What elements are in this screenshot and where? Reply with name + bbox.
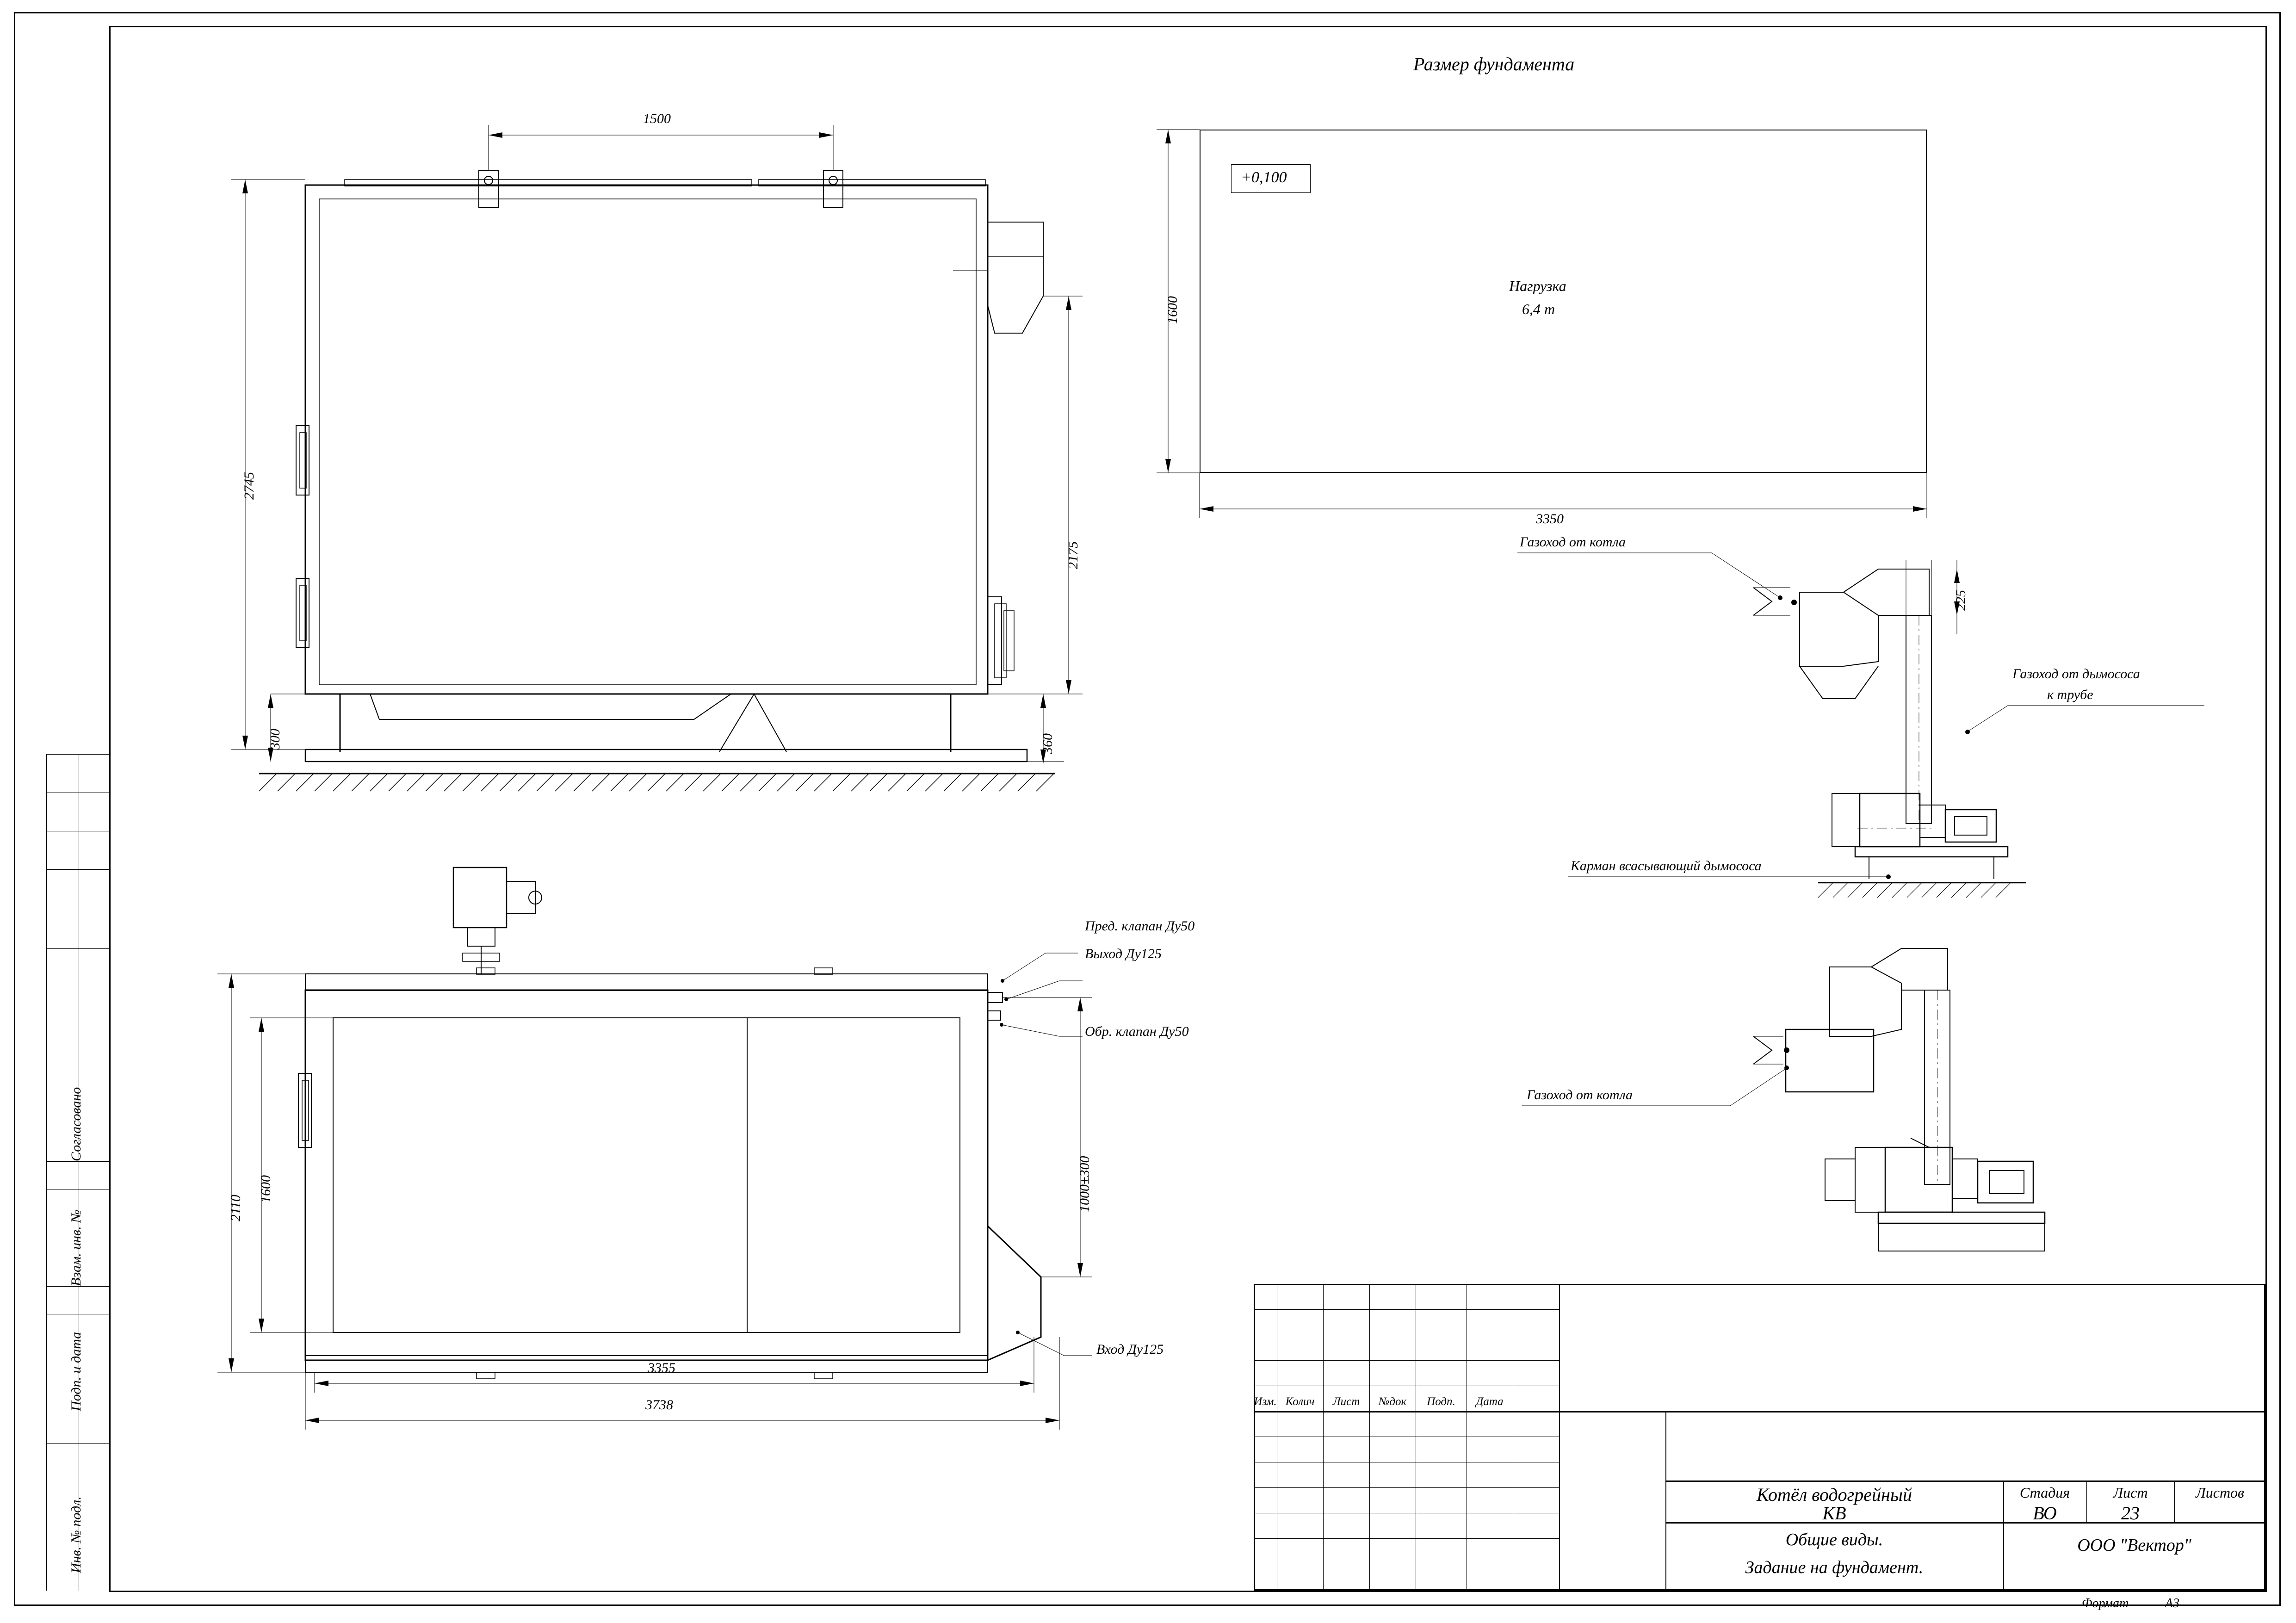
- tb-row-7: [1254, 1487, 1559, 1488]
- tb-sheet-header: Лист: [2113, 1484, 2148, 1501]
- tb-stage-value: ВО: [2033, 1503, 2057, 1524]
- callout-safety-valve: Пред. клапан Ду50: [1085, 918, 1195, 934]
- front-dim-300: 300: [267, 729, 283, 750]
- tb-object-line1: Котёл водогрейный: [1757, 1484, 1912, 1505]
- tb-row-3: [1254, 1360, 1559, 1361]
- tb-left: [1254, 1284, 1255, 1591]
- tb-header-izm: Изм.: [1254, 1395, 1277, 1408]
- tb-row-9: [1254, 1538, 1559, 1539]
- tb-sheets-value: [2174, 1503, 2265, 1524]
- tb-header-kolich: Колич: [1285, 1395, 1315, 1408]
- tb-col-g: [1559, 1284, 1560, 1591]
- margin-label-soglasovano: Согласовано: [68, 1087, 84, 1161]
- callout-check-valve: Обр. клапан Ду50: [1085, 1024, 1189, 1039]
- margin-label-vzam-inv: Взам. инв. №: [68, 1209, 84, 1286]
- foundation-load-value: 6,4 т: [1522, 301, 1555, 317]
- callout-inlet-du125: Вход Ду125: [1096, 1342, 1164, 1357]
- tb-header-data: Дата: [1476, 1395, 1504, 1408]
- top-dim-1000-300: 1000±300: [1077, 1156, 1092, 1212]
- front-dim-360: 360: [1040, 733, 1055, 754]
- top-dim-2110: 2110: [228, 1195, 243, 1221]
- tb-object-line2: КВ: [1822, 1503, 1846, 1524]
- margin-label-podp-data: Подп. и дата: [68, 1332, 84, 1411]
- tb-header-ndok: №док: [1378, 1395, 1407, 1408]
- callout-outlet-du125: Выход Ду125: [1085, 946, 1162, 961]
- foundation-view-title: Размер фундамента: [1413, 54, 1575, 74]
- front-dim-1500: 1500: [643, 111, 671, 126]
- tb-sheets-header: Листов: [2196, 1484, 2244, 1501]
- tb-sheet-value: 23: [2121, 1503, 2140, 1524]
- label-flue-from-boiler-upper: Газоход от котла: [1520, 534, 1626, 550]
- foundation-dim-height: 1600: [1165, 296, 1180, 324]
- flue-dim-225: 225: [1953, 590, 1968, 611]
- tb-col-b: [1323, 1284, 1324, 1591]
- format-value: А3: [2165, 1596, 2180, 1611]
- top-dim-3738: 3738: [645, 1397, 673, 1412]
- tb-header-list: Лист: [1332, 1395, 1360, 1408]
- front-dim-2175: 2175: [1065, 541, 1081, 569]
- tb-row-1: [1254, 1309, 1559, 1310]
- top-dim-1600: 1600: [258, 1175, 273, 1203]
- foundation-level-mark: +0,100: [1241, 169, 1287, 186]
- tb-doc-line2: Задание на фундамент.: [1745, 1557, 1924, 1577]
- front-dim-2745: 2745: [241, 472, 257, 500]
- format-label: Формат: [2082, 1596, 2129, 1611]
- tb-stage-header: Стадия: [2019, 1484, 2070, 1501]
- top-dim-3355: 3355: [648, 1360, 675, 1375]
- tb-col-c: [1369, 1284, 1370, 1591]
- tb-doc-line1: Общие виды.: [1785, 1530, 1883, 1549]
- margin-label-inv-podl: Инв. № подл.: [68, 1496, 84, 1573]
- foundation-dim-width: 3350: [1536, 511, 1564, 527]
- foundation-load-label: Нагрузка: [1509, 278, 1566, 294]
- label-flue-from-boiler-lower: Газоход от котла: [1527, 1087, 1633, 1103]
- tb-company: ООО "Вектор": [2077, 1536, 2191, 1555]
- label-flue-to-pipe-line1: Газоход от дымососа: [2012, 666, 2140, 681]
- label-suction-pocket: Карман всасывающий дымососа: [1571, 858, 1762, 873]
- label-flue-to-pipe-line2: к трубе: [2047, 687, 2093, 702]
- tb-header-podp: Подп.: [1427, 1395, 1455, 1408]
- tb-row-header-sep: [1254, 1411, 2265, 1412]
